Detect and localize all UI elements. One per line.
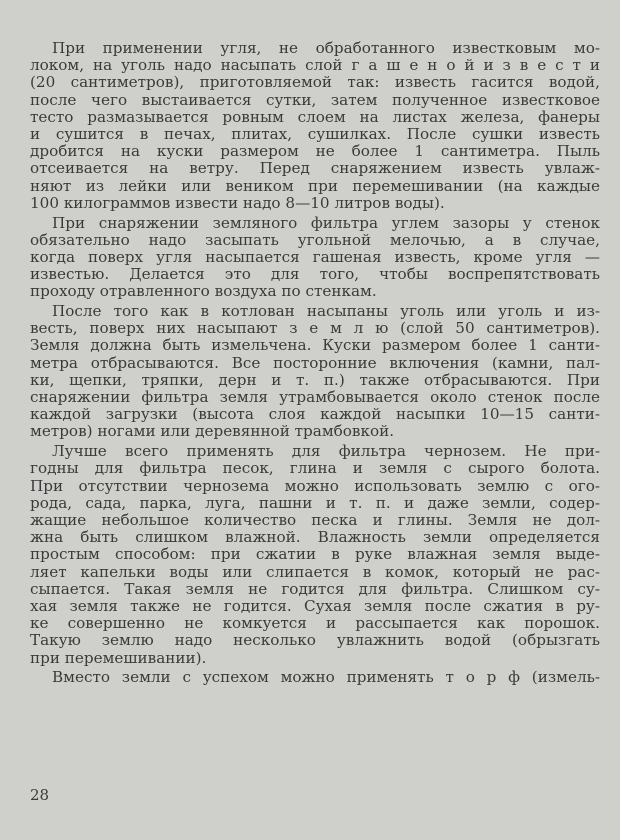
text-line: весть, поверх них насыпают з е м л ю (слой 50 сантиметров). [30, 319, 600, 338]
text-line: ляет капельки воды или слипается в комок, который не рас- [30, 562, 600, 581]
text-line: жащие небольшое количество песка и глины. Земля не дол- [30, 510, 600, 529]
text-line: При снаряжении земляного фильтра углем зазоры у стенок [52, 213, 600, 232]
text-line: отсеивается на ветру. Перед снаряжением известь увлаж- [30, 159, 600, 178]
text-line: каждой загрузки (высота слоя каждой насыпки 10—15 санти- [30, 405, 600, 424]
text-line: локом, на уголь надо насыпать слой г а ш е н о й и з в е с т и [30, 56, 600, 75]
text-line: после чего выстаивается сутки, затем полученное известковое [30, 90, 600, 109]
text-line: 100 килограммов извести надо 8—10 литров воды). [30, 193, 445, 212]
text-line: ке совершенно не комкуется и рассыпается как порошок. [30, 614, 600, 633]
text-line: проходу отравленного воздуха по стенкам. [30, 282, 377, 301]
text-line: (20 сантиметров), приготовляемой так: известь гасится водой, [30, 73, 600, 92]
text-line: и сушится в печах, плитах, сушилках. После сушки известь [30, 125, 600, 143]
text-line: простым способом: при сжатии в руке влажная земля выде- [30, 545, 600, 564]
text-line: рода, сада, парка, луга, пашни и т. п. и даже земли, содер- [30, 493, 600, 512]
text-line: хая земля также не годится. Сухая земля после сжатия в ру- [30, 596, 600, 615]
text-line: годны для фильтра песок, глина и земля с сырого болота. [30, 459, 600, 478]
text-line: метра отбрасываются. Все посторонние включения (камни, пал- [30, 353, 600, 372]
text-line: Вместо земли с успехом можно применять т о р ф (измель- [52, 668, 600, 687]
text-line: тесто размазывается ровным слоем на листах железа, фанеры [30, 107, 600, 126]
text-line: Лучше всего применять для фильтра чернозем. Не при- [52, 442, 600, 461]
text-line: дробится на куски размером не более 1 сантиметра. Пыль [30, 142, 600, 161]
text-line: При применении угля, не обработанного известковым мо- [52, 39, 600, 57]
text-line: При отсутствии чернозема можно использовать землю с ого- [30, 476, 600, 495]
text-line: снаряжении фильтра земля утрамбовывается около стенок после [30, 388, 600, 406]
text-line: при перемешивании). [30, 648, 207, 667]
text-line: обязательно надо засыпать угольной мелочью, а в случае, [30, 230, 600, 249]
page-number: 28 [30, 786, 50, 804]
text-line: метров) ногами или деревянной трамбовкой. [30, 422, 395, 441]
text-line: ки, щепки, тряпки, дерн и т. п.) также отбрасываются. При [30, 370, 600, 389]
text-line: сыпается. Такая земля не годится для фильтра. Слишком су- [30, 579, 600, 598]
text-line: Земля должна быть измельчена. Куски размером более 1 санти- [30, 336, 600, 355]
text-line: няют из лейки или веником при перемешивании (на каждые [30, 176, 600, 195]
text-line: жна быть слишком влажной. Влажность земли определяется [30, 528, 600, 547]
text-line: Такую землю надо несколько увлажнить водой (обрызгать [30, 631, 600, 650]
text-line: После того как в котлован насыпаны уголь или уголь и из- [52, 302, 600, 320]
text-line: когда поверх угля насыпается гашеная известь, кроме угля — [30, 247, 600, 266]
text-line: известью. Делается это для того, чтобы воспрепятствовать [30, 265, 600, 284]
